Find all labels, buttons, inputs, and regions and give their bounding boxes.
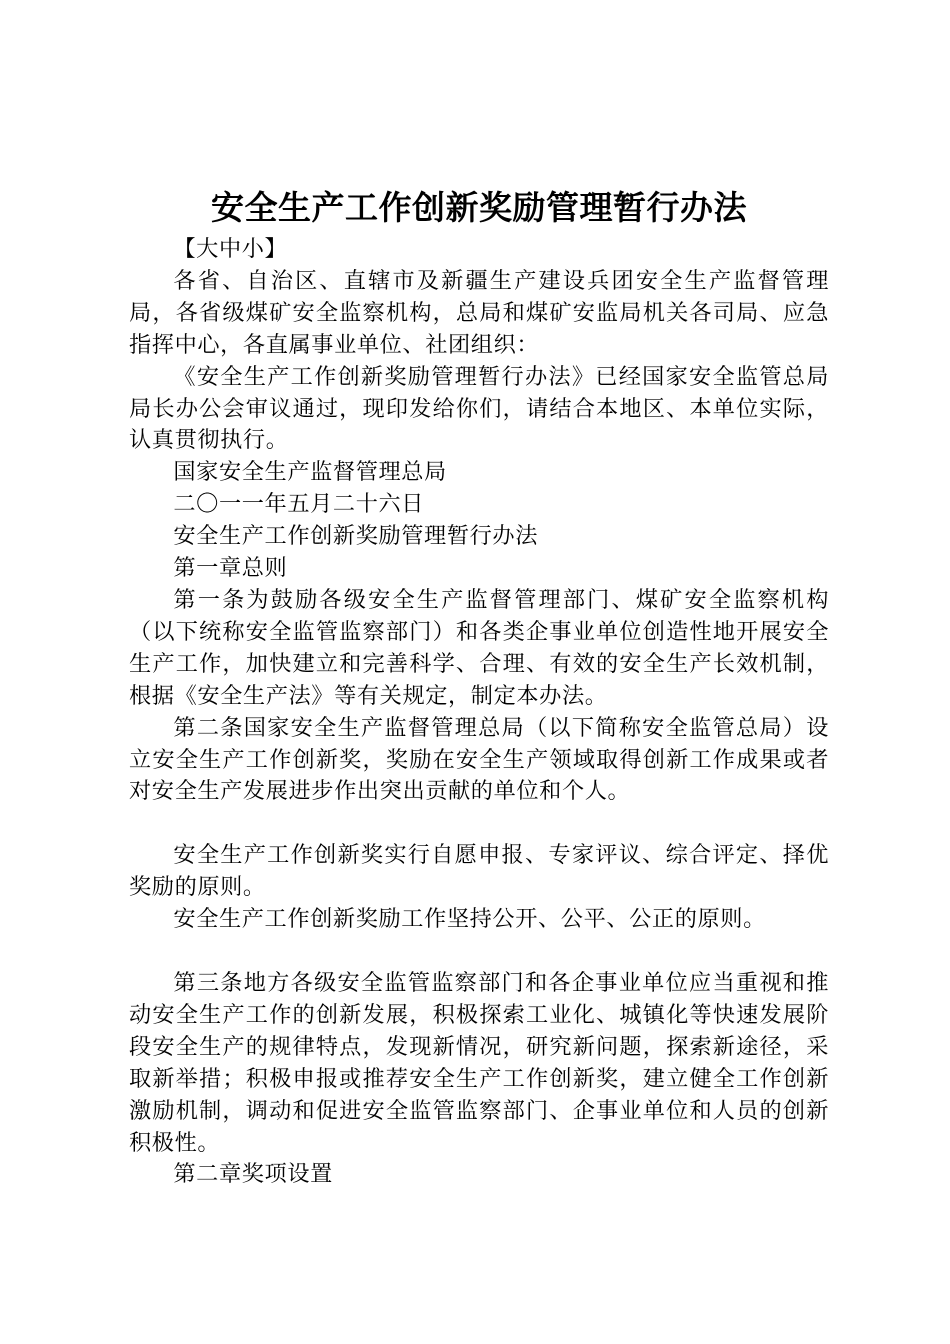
- date-line: 二〇一一年五月二十六日: [173, 491, 425, 518]
- size-selector[interactable]: 【大中小】: [173, 236, 288, 262]
- chapter-heading: 第二章奖项设置: [173, 1161, 333, 1188]
- article-paragraph: 安全生产工作创新奖励工作坚持公开、公平、公正的原则。: [173, 906, 766, 933]
- addressee-paragraph: 各省、自治区、直辖市及新疆生产建设兵团安全生产监督管理局，各省级煤矿安全监察机构，总局和煤矿安监局机关各司局、应急指挥中心，各直属事业单位、社团组织：: [129, 267, 829, 358]
- article-paragraph: 第二条国家安全生产监督管理总局（以下简称安全监管总局）设立安全生产工作创新奖，奖励在安全生产领域取得创新工作成果或者对安全生产发展进步作出突出贡献的单位和个人。: [129, 714, 829, 805]
- article-paragraph: 安全生产工作创新奖实行自愿申报、专家评议、综合评定、择优奖励的原则。: [129, 842, 829, 901]
- document-page: [129, 182, 829, 1191]
- article-paragraph: 第一条为鼓励各级安全生产监督管理部门、煤矿安全监察机构（以下统称安全监管监察部门）和各类企事业单位创造性地开展安全生产工作，加快建立和完善科学、合理、有效的安全生产长效机制，根据《安全生产法》等有关规定，制定本办法。: [129, 586, 829, 709]
- chapter-heading: 第一章总则: [173, 555, 288, 582]
- notice-paragraph: 《安全生产工作创新奖励管理暂行办法》已经国家安全监管总局局长办公会审议通过，现印发给你们，请结合本地区、本单位实际，认真贯彻执行。: [129, 363, 829, 454]
- issuer-line: 国家安全生产监督管理总局: [173, 459, 447, 486]
- subtitle-line: 安全生产工作创新奖励管理暂行办法: [173, 523, 538, 550]
- document-title: 安全生产工作创新奖励管理暂行办法: [211, 188, 747, 227]
- paragraph-gap: [129, 936, 829, 968]
- paragraph-gap: [129, 808, 829, 840]
- article-paragraph: 第三条地方各级安全监管监察部门和各企事业单位应当重视和推动安全生产工作的创新发展，积极探索工业化、城镇化等快速发展阶段安全生产的规律特点，发现新情况，研究新问题，探索新途径，采取新举措；积极申报或推荐安全生产工作创新奖，建立健全工作创新激励机制，调动和促进安全监管监察部门、企事业单位和人员的创新积极性。: [129, 970, 829, 1156]
